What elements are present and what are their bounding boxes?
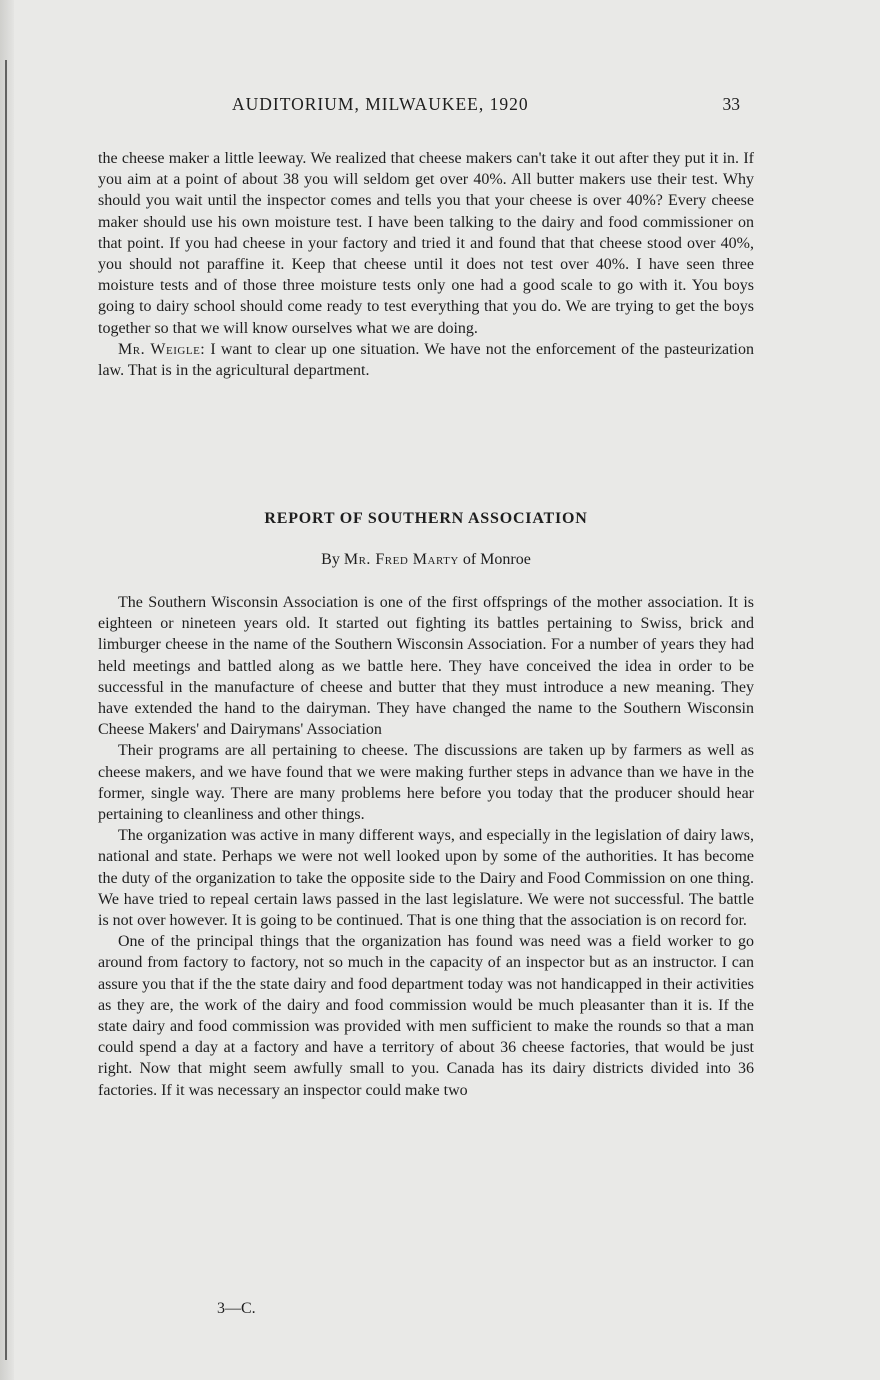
speaker-text: I want to clear up one situation. We have not the enforcement of the pasteurization law. That is in the agricultural department.: [98, 340, 755, 380]
byline-name: Mr. Fred Marty: [343, 551, 459, 568]
page-number: 33: [722, 94, 740, 114]
report-paragraph-1: The Southern Wisconsin Association is one of the first offsprings of the mother association. It is eighteen or nineteen years old. It started out fighting its battles pertaining to Swiss, brick and limburger cheese in the name of the Southern Wisconsin Association. For a number of years they had held meetings and battled along as we battle here. They have conceived the idea in order to be successful in the manufacture of cheese and butter that they must introduce a new meaning. They have extended the hand to the dairyman. They have changed the name to the Southern Wisconsin Cheese Makers' and Dairymans' Association: [98, 594, 754, 739]
speaker-name: Mr. Weigle:: [118, 340, 206, 358]
byline-suffix: of Monroe: [462, 551, 531, 568]
report-title: REPORT OF SOUTHERN ASSOCIATION: [264, 510, 588, 527]
report-paragraph-3: The organization was active in many different ways, and especially in the legislation of dairy laws, national and state. Perhaps we were not well looked upon by some of the authorities. It has become the duty of the organization to take the opposite side to the Dairy and Food Commission on one thing. We have tried to repeal certain laws passed in the last legislature. We were not successful. The battle is not over however. It is going to be continued. That is one thing that the association is on record for.: [98, 827, 754, 930]
report-byline: [98, 551, 754, 569]
binding-shadow: [5, 60, 7, 1360]
report-body: [98, 592, 754, 1101]
weigle-paragraph: [98, 339, 754, 381]
report-paragraph-4: One of the principal things that the organization has found was need was a field worker to go around from factory to factory, not so much in the capacity of an inspector but as an instructor. I can assure you that if the the state dairy and food department today was not handicapped in their activities as they are, the work of the dairy and food commission would be much pleasanter than it is. If the state dairy and food commission was provided with men sufficient to make the rounds so that a man could spend a day at a factory and have a territory of about 36 cheese factories, that would be just right. Now that might seem awfully small to you. Canada has its dairy districts divided into 36 factories. If it was necessary an inspector could make two: [98, 933, 754, 1099]
running-header: [232, 94, 740, 115]
continued-paragraph: the cheese maker a little leeway. We realized that cheese makers can't take it out after they put it in. If you aim at a point of about 38 you will seldom get over 40%. All butter makers use their test. Why should you wait until the inspector comes and tells you that your cheese is over 40%? Every cheese maker should use his own moisture test. I have been talking to the dairy and food commissioner on that point. If you had cheese in your factory and tried it and found that that cheese stood over 40%, you should not paraffine it. Keep that cheese until it does not test over 40%. I have seen three moisture tests and of those three moisture tests only one had a good scale to go with it. You boys going to dairy school should come ready to test everything that you do. We are trying to get the boys together so that we will know ourselves what we are doing.: [98, 150, 754, 337]
page-edge: [0, 0, 14, 1380]
continued-section: [98, 148, 754, 381]
signature-mark: 3—C.: [217, 1300, 256, 1317]
byline-prefix: By: [321, 551, 340, 568]
running-title: AUDITORIUM, MILWAUKEE, 1920: [232, 94, 529, 114]
report-paragraph-2: Their programs are all pertaining to cheese. The discussions are taken up by farmers as well as cheese makers, and we have found that we were making further steps in advance than we have in the former, single way. There are many problems here before you today that the producer should hear pertaining to cleanliness and other things.: [98, 742, 754, 824]
